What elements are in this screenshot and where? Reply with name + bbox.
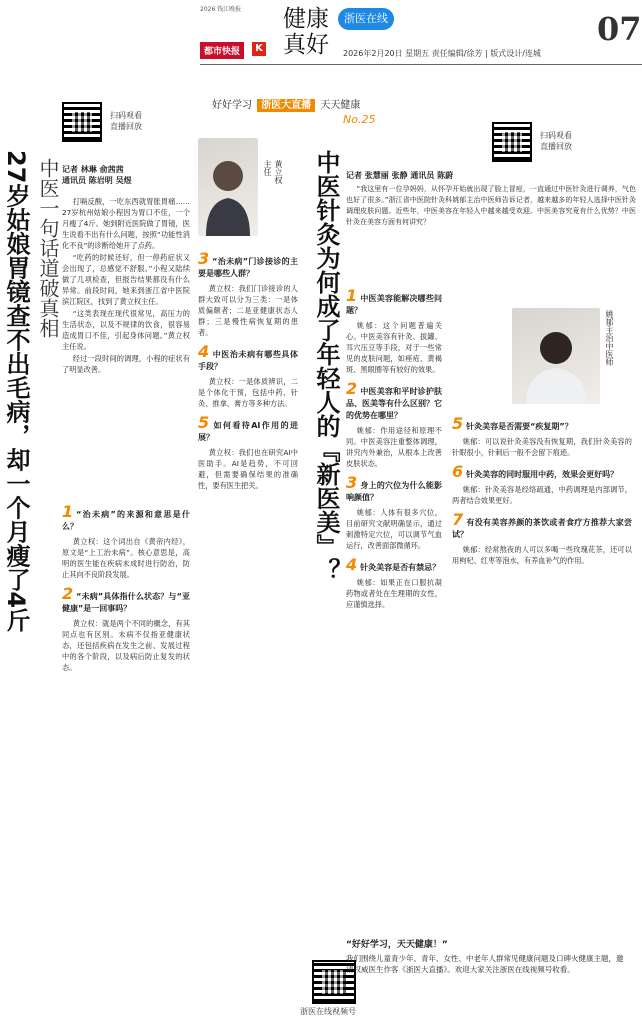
live-pre: 好好学习 [212, 100, 252, 111]
footer-notice [346, 940, 630, 975]
person-icon [198, 138, 258, 236]
q-number: 7 [452, 510, 464, 529]
question-5 [198, 413, 298, 444]
q-text: 中医美容能解决哪些问题？ [346, 294, 442, 315]
q-text: 如何看待AI作用的进展？ [198, 421, 298, 442]
q-text: 身上的穴位为什么能影响颜值？ [346, 481, 442, 502]
right-qa-col2 [452, 410, 632, 930]
paragraph: “我这里有一位孕妈妈，从怀孕开始就出现了脸上冒痘，一直通过中医针灸进行调养，气色也好了很多。”浙江省中医院针灸科姚郁主治中医师告诉记者，越来越多的年轻人选择中医针灸调理皮肤问题。近些年，中医美容在年轻人中越来越受欢迎。中医美容究竟有什么优势？中医针灸在美容方面有何讲究？ [346, 185, 636, 226]
answer-3: 黄立权：我们门诊接诊的人群大致可以分为三类：一是体质偏颇者；二是亚健康状态人群；三是慢性病恢复期的患者。 [198, 284, 298, 337]
qr-code-icon[interactable] [62, 102, 102, 142]
question-1 [346, 286, 442, 317]
right-qa-col1 [346, 282, 442, 922]
left-qa-col2 [198, 245, 298, 1015]
q-number: 3 [346, 473, 358, 492]
left-article-subtitle: 中医一句话道破真相 [36, 158, 60, 338]
header-small-text: 2026 钱江晚报 [200, 6, 242, 13]
qr-code-icon[interactable] [492, 122, 532, 162]
section-title: 健康 真好 [283, 6, 329, 58]
answer-3: 姚郁：人体有很多穴位，目前研究文献明确显示，通过刺激特定穴位，可以调节气血运行，改善面部微循环。 [346, 508, 442, 550]
q-text: 有没有美容养颜的茶饮或者食疗方推荐大家尝试？ [452, 518, 632, 539]
left-article-title: 27岁姑娘胃镜查不出毛病，却一个月瘦了4斤 [2, 150, 30, 633]
paragraph: “吃药的时候还好，但一停药症状又会出现了，总感觉不舒服。”小程又陆续做了几项检查，但报告结果都没有什么异常。前段时间，她来到浙江省中医院滨江院区，找到了黄立权主任。 [62, 253, 190, 306]
q-text: 针灸美容的同时服用中药，效果会更好吗？ [466, 470, 619, 479]
left-byline: 记者 林琳 俞茜茜 通讯员 陈岩明 吴煜 [62, 165, 132, 185]
q-number: 2 [62, 584, 74, 603]
right-byline: 记者 张慧丽 张静 通讯员 陈蔚 [346, 171, 454, 180]
q-text: “治未病”门诊接诊的主要是哪些人群？ [198, 257, 298, 278]
q-text: 针灸美容是否有禁忌？ [360, 563, 441, 572]
answer-2: 姚郁：作用途径和原理不同。中医美容注重整体调理，讲究内外兼治，从根本上改善皮肤状态。 [346, 426, 442, 468]
question-3 [346, 473, 442, 504]
brand-badge: 浙医在线 [338, 8, 394, 30]
question-1 [62, 502, 190, 533]
question-7 [452, 510, 632, 541]
qr-label-right: 扫码观看 直播回放 [540, 131, 572, 151]
q-text: 中医治未病有哪些具体手段？ [198, 350, 298, 371]
q-number: 4 [198, 342, 210, 361]
answer-6: 姚郁：针灸美容是经络疏通，中药调理是内部调节，两者结合效果更好。 [452, 485, 632, 505]
q-number: 5 [198, 413, 210, 432]
q-number: 4 [346, 555, 358, 574]
answer-4: 黄立权：一是体质辨识，二是个体化干预，包括中药、针灸、推拿、膏方等多种方法。 [198, 377, 298, 408]
header-meta: 2026年2月20日 星期五 责任编辑/徐芳 | 版式设计/连城 [343, 49, 541, 58]
q-text: “治未病”的来源和意思是什么？ [62, 510, 190, 531]
answer-1: 黄立权：这个词出自《黄帝内经》，原文是“上工治未病”。核心意思是，高明的医生能在疾病未成时进行防治，防止其向不良阶段发展。 [62, 537, 190, 579]
q-number: 2 [346, 379, 358, 398]
k-logo-icon: K [252, 42, 266, 56]
q-number: 3 [198, 249, 210, 268]
right-article-title: 中医针灸为何成了年轻人的『新医美』？ [312, 150, 340, 582]
answer-5: 姚郁：可以说针灸美容没有恢复期，我们针灸美容的针眼很小，针刺后一般不会留下痕迹。 [452, 437, 632, 457]
question-2 [62, 584, 190, 615]
qr-label-left: 扫码观看 直播回放 [110, 111, 142, 131]
issue-number: No.25 [343, 113, 376, 126]
question-4 [346, 555, 442, 574]
header-rule [200, 64, 642, 65]
answer-4: 姚郁：如果正在口服抗凝药物或者处在生理期的女性，应谨慎选择。 [346, 578, 442, 609]
right-intro [346, 184, 636, 276]
answer-1: 姚郁：这个问题普遍关心。中医美容有针灸、拔罐、耳穴压豆等手段，对于一些常见的皮肤问题，如痤疮、黄褐斑、黑眼圈等有较好的效果。 [346, 321, 442, 374]
expert-name-right: 姚郁主治中医师 [605, 310, 614, 366]
live-banner [212, 96, 360, 111]
answer-7: 姚郁：经常熬夜的人可以多喝一些玫瑰花茶，还可以用枸杞、红枣等泡水，有养血补气的作用。 [452, 545, 632, 565]
question-2 [346, 379, 442, 422]
footer-title: “好好学习，天天健康！” [346, 940, 448, 950]
q-text: “未病”具体指什么状态？与“亚健康”是一回事吗？ [62, 592, 190, 613]
question-3 [198, 249, 298, 280]
qr-footer-label: 浙医在线视频号 [300, 1007, 356, 1016]
live-badge: 浙医大直播 [257, 99, 315, 112]
person-icon [512, 308, 600, 404]
left-qa-col1 [62, 498, 190, 1018]
question-4 [198, 342, 298, 373]
page-number: 07 [597, 10, 642, 48]
q-number: 5 [452, 414, 464, 433]
answer-5: 黄立权：我们也在研究AI中医助手。AI是趋势，不可回避，但需要确保结果的准确性，要有医生把关。 [198, 448, 298, 490]
newspaper-logo: 都市快报 [200, 42, 244, 59]
left-intro [62, 196, 190, 490]
footer-text: 我们围绕儿童青少年、青年、女性、中老年人群常见健康问题及口碑火健康主题，邀请权威医生作客《浙医大直播》。欢迎大家关注浙医在线视频号收看。 [346, 954, 624, 974]
question-6 [452, 462, 632, 481]
expert-photo-right [512, 308, 600, 404]
paragraph: 经过一段时间的调理，小程的症状有了明显改善。 [62, 354, 190, 374]
q-text: 中医美容和平时诊护肤品、医美等有什么区别？它的优势在哪里？ [346, 387, 442, 420]
expert-photo-left [198, 138, 258, 236]
question-5 [452, 414, 632, 433]
q-text: 针灸美容是否需要“疾复期”？ [466, 422, 573, 431]
answer-2: 黄立权：就是两个不同的概念，有其同点也有区别。未病不仅指亚健康状态，还包括疾病在发生之前、发展过程中的各个阶段，以及病后防止复发的状态。 [62, 619, 190, 672]
q-number: 1 [346, 286, 358, 305]
q-number: 1 [62, 502, 74, 521]
q-number: 6 [452, 462, 464, 481]
expert-name-left: 黄立权 主任 [263, 160, 283, 184]
paragraph: 打嗝反酸，一吃东西就胃胀胃痛……27岁杭州姑娘小程因为胃口不佳，一个月瘦了4斤。她到附近医院做了胃镜，医生说看不出有什么问题，按照“功能性消化不良”的诊断给她开了点药。 [62, 197, 190, 250]
live-post: 天天健康 [320, 100, 361, 111]
paragraph: “这类表现在现代很常见，高压力的生活状态，以及不规律的饮食，很容易造成胃口不佳，引起身体问题。”黄立权主任说。 [62, 309, 190, 351]
